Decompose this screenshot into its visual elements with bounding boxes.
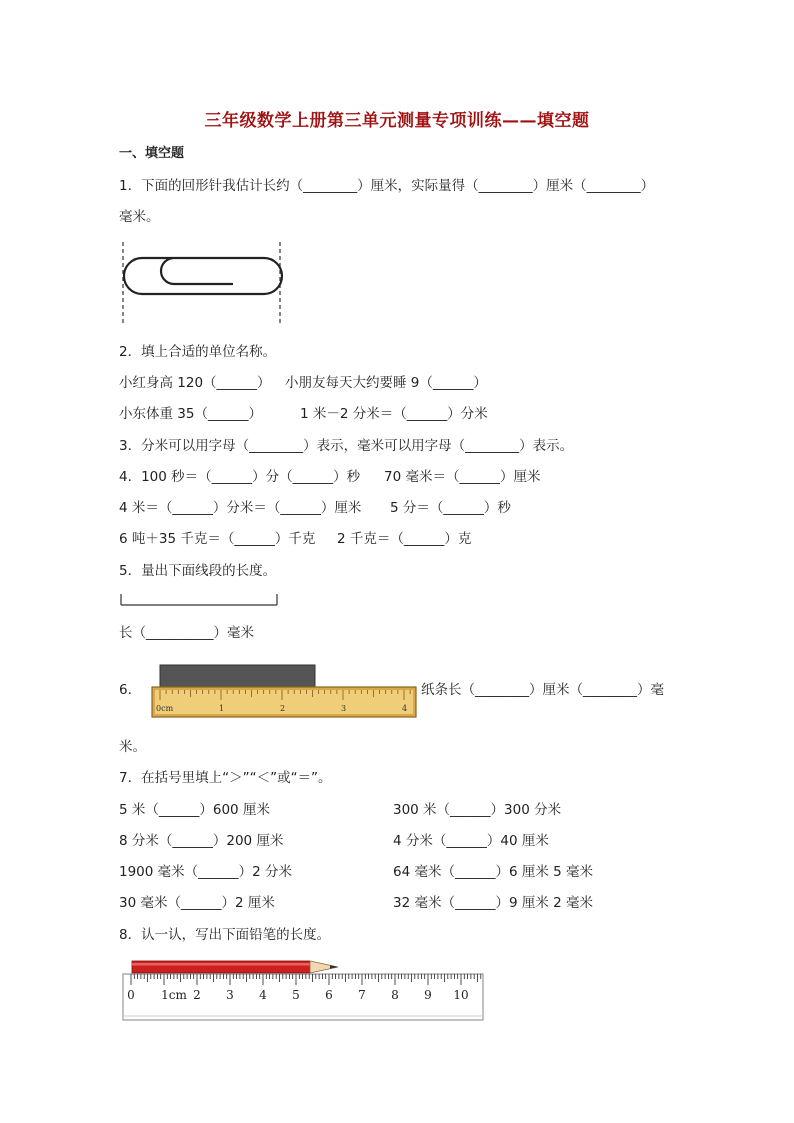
question-8-heading: 8．认一认，写出下面铅笔的长度。	[119, 927, 331, 943]
question-2-item-c: 小东体重 35（______）	[119, 406, 262, 422]
section-heading: 一、填空题	[119, 146, 185, 161]
ruler-label-1: 1cm	[161, 988, 187, 1002]
question-3-text: 3．分米可以用字母（________）表示，毫米可以用字母（________）表示。	[119, 438, 574, 454]
ruler-label-1: 1	[219, 704, 225, 713]
ruler-label-7: 7	[358, 988, 366, 1002]
pencil-body	[132, 961, 310, 973]
question-2-item-b: 小朋友每天大约要睡 9（______）	[285, 375, 487, 391]
question-7-item: 4 分米（______）40 厘米	[393, 833, 549, 849]
question-2-item-d: 1 米－2 分米＝（______）分米	[300, 406, 488, 422]
question-4-item-b: 70 毫米＝（______）厘米	[384, 469, 541, 485]
question-5-answer: 长（__________）毫米	[119, 625, 254, 641]
question-4-item-c: 4 米＝（______）分米＝（______）厘米	[119, 500, 362, 516]
paper-strip	[160, 665, 315, 687]
ruler-label-10: 10	[453, 988, 469, 1002]
pencil-highlight	[132, 963, 310, 966]
ruler-label-2: 2	[280, 704, 286, 713]
paperclip-figure	[118, 242, 288, 326]
page-title: 三年级数学上册第三单元测量专项训练——填空题	[204, 111, 590, 131]
question-4-item-e: 6 吨＋35 千克＝（______）千克	[119, 531, 316, 547]
question-6-text: 纸条长（________）厘米（________）毫	[421, 682, 664, 698]
ruler-label-2: 2	[193, 988, 201, 1002]
question-1-text-wrap: 毫米。	[119, 209, 160, 225]
question-7-item: 8 分米（______）200 厘米	[119, 833, 284, 849]
question-7-item: 1900 毫米（______）2 分米	[119, 864, 293, 880]
ruler-label-4: 4	[402, 704, 408, 713]
ruler-label-3: 3	[341, 704, 347, 713]
question-4-item-d: 5 分＝（______）秒	[390, 500, 511, 516]
ruler-label-9: 9	[424, 988, 432, 1002]
question-7-item: 30 毫米（______）2 厘米	[119, 895, 275, 911]
ruler-label-0: 0cm	[156, 704, 174, 713]
question-4-item-f: 2 千克＝（______）克	[337, 531, 472, 547]
question-2-heading: 2．填上合适的单位名称。	[119, 344, 277, 360]
question-1-text: 1．下面的回形针我估计长约（________）厘米，实际量得（________）厘米（________）	[119, 178, 655, 194]
question-5-heading: 5．量出下面线段的长度。	[119, 563, 277, 579]
question-6-text-wrap: 米。	[119, 739, 146, 755]
question-7-item: 300 米（______）300 分米	[393, 802, 562, 818]
ruler-label-4: 4	[259, 988, 267, 1002]
question-7-item: 5 米（______）600 厘米	[119, 802, 270, 818]
paper-strip-ruler-figure	[152, 665, 418, 719]
question-7-item: 64 毫米（______）6 厘米 5 毫米	[393, 864, 594, 880]
question-4-item-a: 4．100 秒＝（______）分（______）秒	[119, 469, 361, 485]
ruler-label-3: 3	[226, 988, 234, 1002]
question-7-heading: 7．在括号里填上“＞”“＜”或“＝”。	[119, 770, 332, 786]
pencil-ruler-figure	[120, 956, 484, 1026]
ruler-label-6: 6	[325, 988, 333, 1002]
ruler-label-0: 0	[127, 988, 135, 1002]
question-6-number: 6．	[119, 682, 142, 698]
ruler-label-8: 8	[391, 988, 399, 1002]
paperclip-icon	[124, 258, 282, 294]
ruler-label-5: 5	[292, 988, 300, 1002]
line-segment-figure	[119, 593, 281, 607]
question-2-item-a: 小红身高 120（______）	[119, 375, 271, 391]
question-7-item: 32 毫米（______）9 厘米 2 毫米	[393, 895, 594, 911]
